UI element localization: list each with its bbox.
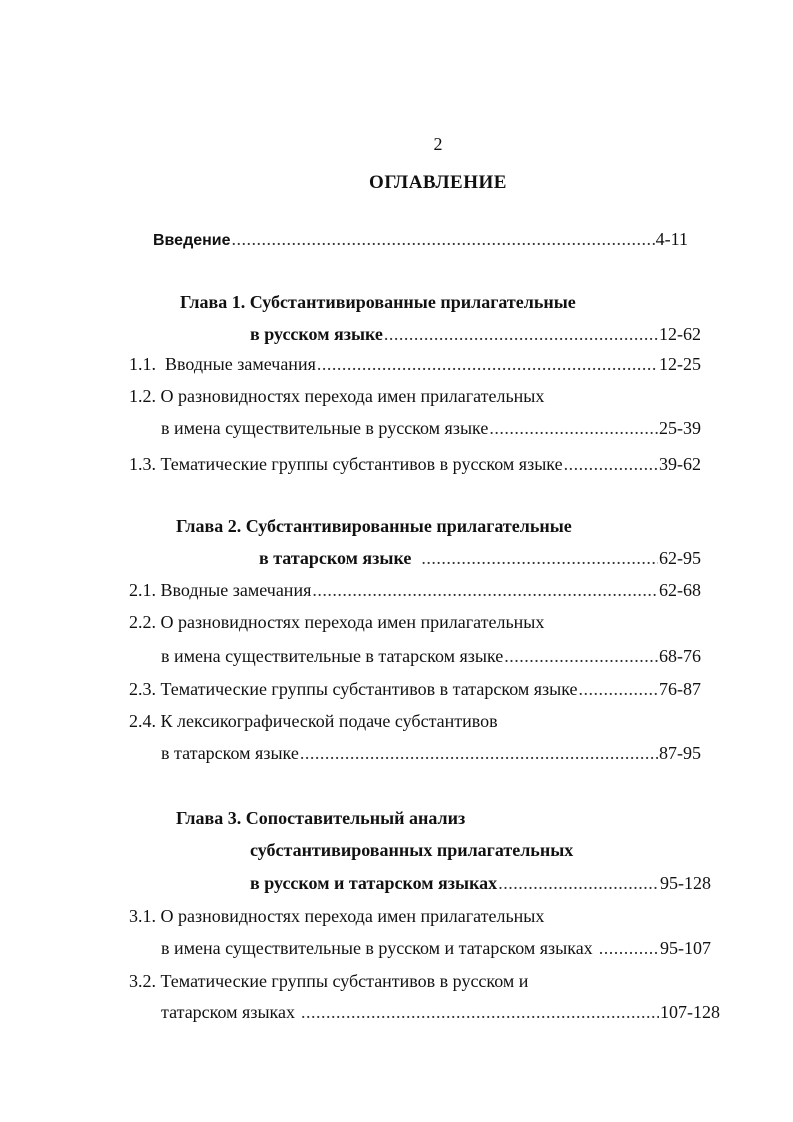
toc-entry-pages: 39-62 (659, 454, 701, 474)
toc-entry-pages: 95-107 (660, 938, 711, 958)
toc-entry-chapter-3[interactable] (250, 871, 711, 895)
toc-entry-pages: 62-95 (659, 548, 701, 568)
toc-entry-2-2[interactable] (161, 644, 701, 668)
toc-entry-3-2-line1[interactable] (129, 969, 528, 993)
dot-leader (384, 322, 658, 346)
dot-leader (421, 546, 658, 570)
toc-entry-2-4[interactable] (161, 741, 701, 765)
dot-leader (300, 741, 658, 765)
dot-leader (232, 227, 655, 251)
toc-entry-label: в имена существительные в русском и татарском языках (161, 938, 593, 958)
dot-leader (317, 352, 658, 376)
dot-leader (489, 416, 658, 440)
toc-entry-label: татарском языках (161, 1002, 295, 1022)
dot-leader (599, 936, 659, 960)
dot-leader (312, 578, 658, 602)
page-title: ОГЛАВЛЕНИЕ (369, 172, 507, 193)
toc-entry-intro[interactable] (153, 227, 688, 251)
chapter-1-heading: Глава 1. Субстантивированные прилагательные (180, 292, 576, 312)
section-number: 2.1. (129, 580, 156, 600)
toc-entry-chapter-2[interactable] (259, 546, 701, 570)
toc-entry-label: Тематические группы субстантивов в русском и (160, 971, 529, 991)
toc-entry-label: в русском и татарском языках (250, 873, 498, 893)
toc-entry-label: О разновидностях перехода имен прилагательных (160, 386, 545, 406)
toc-entry-label: в имена существительные в татарском языке (161, 646, 504, 666)
dot-leader (504, 644, 658, 668)
section-number: 3.2. (129, 971, 156, 991)
toc-entry-pages: 62-68 (659, 580, 701, 600)
toc-entry-pages: 12-62 (659, 324, 701, 344)
section-number: 1.1. (129, 354, 156, 374)
toc-entry-pages: 12-25 (659, 354, 701, 374)
toc-entry-label: в татарском языке (259, 548, 412, 568)
toc-entry-2-2-line1[interactable] (129, 610, 544, 634)
toc-entry-3-1-line1[interactable] (129, 904, 544, 928)
toc-entry-label: Введение (153, 232, 231, 249)
toc-entry-3-1[interactable] (161, 936, 711, 960)
toc-entry-chapter-1[interactable] (250, 322, 701, 346)
section-number: 1.3. (129, 454, 156, 474)
page-number: 2 (433, 134, 443, 154)
toc-entry-2-1[interactable] (129, 578, 701, 602)
toc-entry-pages: 87-95 (659, 743, 701, 763)
chapter-3-heading: Глава 3. Сопоставительный анализ (176, 808, 466, 828)
toc-entry-pages: 25-39 (659, 418, 701, 438)
section-number: 3.1. (129, 906, 156, 926)
toc-entry-label: Вводные замечания (165, 354, 316, 374)
dot-leader (301, 1000, 659, 1024)
section-number: 2.2. (129, 612, 156, 632)
toc-entry-1-2-line1[interactable] (129, 384, 544, 408)
toc-entry-pages: 76-87 (659, 679, 701, 699)
toc-entry-label: К лексикографической подаче субстантивов (160, 711, 498, 731)
chapter-2-heading: Глава 2. Субстантивированные прилагательные (176, 516, 572, 536)
toc-entry-label: Тематические группы субстантивов в татарском языке (160, 679, 578, 699)
toc-entry-label: О разновидностях перехода имен прилагательных (160, 612, 545, 632)
section-number: 2.3. (129, 679, 156, 699)
toc-entry-label: в имена существительные в русском языке (161, 418, 489, 438)
toc-entry-2-3[interactable] (129, 677, 701, 701)
toc-entry-label: Вводные замечания (160, 580, 312, 600)
dot-leader (498, 871, 659, 895)
toc-entry-1-3[interactable] (129, 452, 701, 476)
toc-entry-label: О разновидностях перехода имен прилагательных (160, 906, 545, 926)
toc-entry-3-2[interactable] (161, 1000, 720, 1024)
toc-entry-pages: 107-128 (660, 1002, 720, 1022)
toc-entry-2-4-line1[interactable] (129, 709, 498, 733)
toc-entry-pages: 68-76 (659, 646, 701, 666)
toc-entry-1-1[interactable] (129, 352, 701, 376)
toc-entry-pages: 95-128 (660, 873, 711, 893)
toc-entry-1-2[interactable] (161, 416, 701, 440)
chapter-3-heading-line2: субстантивированных прилагательных (250, 840, 574, 860)
dot-leader (564, 452, 658, 476)
toc-entry-pages: 4-11 (655, 229, 688, 249)
section-number: 1.2. (129, 386, 156, 406)
section-number: 2.4. (129, 711, 156, 731)
toc-entry-label: Тематические группы субстантивов в русском языке (160, 454, 563, 474)
dot-leader (579, 677, 658, 701)
toc-entry-label: в русском языке (250, 324, 383, 344)
toc-entry-label: в татарском языке (161, 743, 299, 763)
